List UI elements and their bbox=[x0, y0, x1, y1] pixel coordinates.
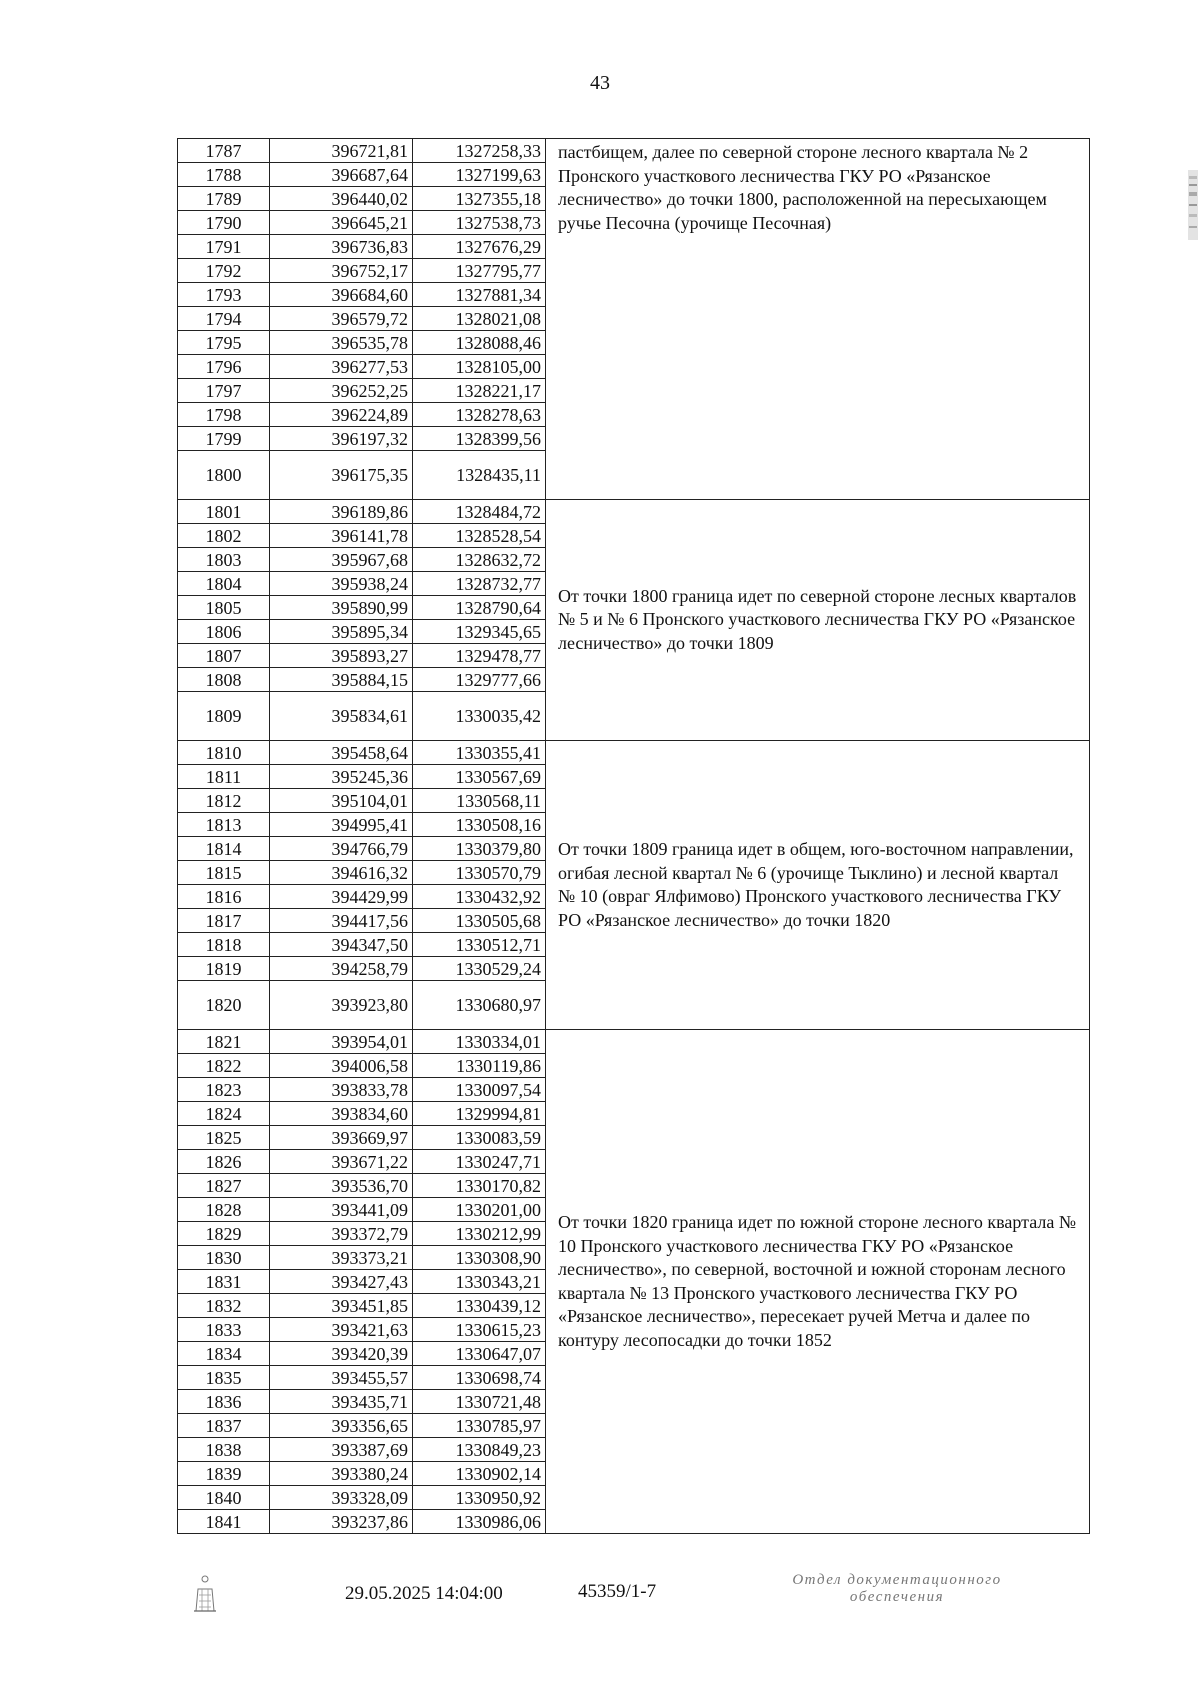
y-coordinate-cell: 1330212,99 bbox=[413, 1222, 546, 1246]
y-coordinate-cell: 1330432,92 bbox=[413, 885, 546, 909]
x-coordinate-cell: 395104,01 bbox=[270, 789, 413, 813]
point-number-cell: 1820 bbox=[178, 981, 270, 1030]
y-coordinate-cell: 1327199,63 bbox=[413, 163, 546, 187]
point-number-cell: 1817 bbox=[178, 909, 270, 933]
x-coordinate-cell: 396175,35 bbox=[270, 451, 413, 500]
point-number-cell: 1790 bbox=[178, 211, 270, 235]
y-coordinate-cell: 1328632,72 bbox=[413, 548, 546, 572]
y-coordinate-cell: 1328105,00 bbox=[413, 355, 546, 379]
point-number-cell: 1810 bbox=[178, 741, 270, 765]
point-number-cell: 1839 bbox=[178, 1462, 270, 1486]
point-number-cell: 1792 bbox=[178, 259, 270, 283]
x-coordinate-cell: 396252,25 bbox=[270, 379, 413, 403]
point-number-cell: 1789 bbox=[178, 187, 270, 211]
scan-edge-marks bbox=[1186, 170, 1200, 240]
emblem-icon bbox=[190, 1573, 220, 1613]
y-coordinate-cell: 1329994,81 bbox=[413, 1102, 546, 1126]
x-coordinate-cell: 393427,43 bbox=[270, 1270, 413, 1294]
point-number-cell: 1814 bbox=[178, 837, 270, 861]
x-coordinate-cell: 395890,99 bbox=[270, 596, 413, 620]
point-number-cell: 1807 bbox=[178, 644, 270, 668]
y-coordinate-cell: 1330567,69 bbox=[413, 765, 546, 789]
point-number-cell: 1841 bbox=[178, 1510, 270, 1534]
y-coordinate-cell: 1328278,63 bbox=[413, 403, 546, 427]
x-coordinate-cell: 396440,02 bbox=[270, 187, 413, 211]
y-coordinate-cell: 1330512,71 bbox=[413, 933, 546, 957]
x-coordinate-cell: 393834,60 bbox=[270, 1102, 413, 1126]
x-coordinate-cell: 393328,09 bbox=[270, 1486, 413, 1510]
y-coordinate-cell: 1330170,82 bbox=[413, 1174, 546, 1198]
y-coordinate-cell: 1330035,42 bbox=[413, 692, 546, 741]
point-number-cell: 1840 bbox=[178, 1486, 270, 1510]
y-coordinate-cell: 1330680,97 bbox=[413, 981, 546, 1030]
x-coordinate-cell: 396736,83 bbox=[270, 235, 413, 259]
point-number-cell: 1812 bbox=[178, 789, 270, 813]
y-coordinate-cell: 1330698,74 bbox=[413, 1366, 546, 1390]
x-coordinate-cell: 396224,89 bbox=[270, 403, 413, 427]
point-number-cell: 1825 bbox=[178, 1126, 270, 1150]
x-coordinate-cell: 396684,60 bbox=[270, 283, 413, 307]
point-number-cell: 1832 bbox=[178, 1294, 270, 1318]
x-coordinate-cell: 394258,79 bbox=[270, 957, 413, 981]
y-coordinate-cell: 1330119,86 bbox=[413, 1054, 546, 1078]
point-number-cell: 1798 bbox=[178, 403, 270, 427]
x-coordinate-cell: 394766,79 bbox=[270, 837, 413, 861]
x-coordinate-cell: 393671,22 bbox=[270, 1150, 413, 1174]
y-coordinate-cell: 1330247,71 bbox=[413, 1150, 546, 1174]
x-coordinate-cell: 393372,79 bbox=[270, 1222, 413, 1246]
x-coordinate-cell: 393387,69 bbox=[270, 1438, 413, 1462]
x-coordinate-cell: 395967,68 bbox=[270, 548, 413, 572]
y-coordinate-cell: 1330568,11 bbox=[413, 789, 546, 813]
department-name: Отдел документационного обеспечения bbox=[792, 1572, 1002, 1605]
stamp-date-time: 29.05.2025 14:04:00 bbox=[345, 1583, 503, 1604]
point-number-cell: 1826 bbox=[178, 1150, 270, 1174]
y-coordinate-cell: 1327795,77 bbox=[413, 259, 546, 283]
y-coordinate-cell: 1327258,33 bbox=[413, 139, 546, 163]
x-coordinate-cell: 395938,24 bbox=[270, 572, 413, 596]
y-coordinate-cell: 1330097,54 bbox=[413, 1078, 546, 1102]
point-number-cell: 1833 bbox=[178, 1318, 270, 1342]
x-coordinate-cell: 394616,32 bbox=[270, 861, 413, 885]
point-number-cell: 1793 bbox=[178, 283, 270, 307]
point-number-cell: 1796 bbox=[178, 355, 270, 379]
y-coordinate-cell: 1328528,54 bbox=[413, 524, 546, 548]
coordinates-table bbox=[177, 138, 1090, 1534]
y-coordinate-cell: 1328484,72 bbox=[413, 500, 546, 524]
point-number-cell: 1811 bbox=[178, 765, 270, 789]
boundary-description: пастбищем, далее по северной стороне лесного квартала № 2 Пронского участкового лесничества ГКУ РО «Рязанское лесничество» до точки 1800, расположенной на пересыхающем ручье Песочна (урочище Песочная) bbox=[546, 139, 1090, 500]
y-coordinate-cell: 1330508,16 bbox=[413, 813, 546, 837]
point-number-cell: 1818 bbox=[178, 933, 270, 957]
y-coordinate-cell: 1330505,68 bbox=[413, 909, 546, 933]
registration-number: 45359/1-7 bbox=[578, 1581, 657, 1602]
y-coordinate-cell: 1328221,17 bbox=[413, 379, 546, 403]
point-number-cell: 1828 bbox=[178, 1198, 270, 1222]
y-coordinate-cell: 1327355,18 bbox=[413, 187, 546, 211]
y-coordinate-cell: 1330950,92 bbox=[413, 1486, 546, 1510]
point-number-cell: 1824 bbox=[178, 1102, 270, 1126]
point-number-cell: 1794 bbox=[178, 307, 270, 331]
point-number-cell: 1809 bbox=[178, 692, 270, 741]
y-coordinate-cell: 1330529,24 bbox=[413, 957, 546, 981]
y-coordinate-cell: 1328732,77 bbox=[413, 572, 546, 596]
point-number-cell: 1830 bbox=[178, 1246, 270, 1270]
y-coordinate-cell: 1329345,65 bbox=[413, 620, 546, 644]
x-coordinate-cell: 393373,21 bbox=[270, 1246, 413, 1270]
x-coordinate-cell: 395895,34 bbox=[270, 620, 413, 644]
y-coordinate-cell: 1330570,79 bbox=[413, 861, 546, 885]
point-number-cell: 1795 bbox=[178, 331, 270, 355]
x-coordinate-cell: 393356,65 bbox=[270, 1414, 413, 1438]
point-number-cell: 1815 bbox=[178, 861, 270, 885]
point-number-cell: 1788 bbox=[178, 163, 270, 187]
table-row bbox=[178, 139, 1090, 163]
y-coordinate-cell: 1330902,14 bbox=[413, 1462, 546, 1486]
point-number-cell: 1838 bbox=[178, 1438, 270, 1462]
table-row bbox=[178, 500, 1090, 524]
table-row bbox=[178, 1030, 1090, 1054]
y-coordinate-cell: 1330785,97 bbox=[413, 1414, 546, 1438]
x-coordinate-cell: 396535,78 bbox=[270, 331, 413, 355]
x-coordinate-cell: 393833,78 bbox=[270, 1078, 413, 1102]
point-number-cell: 1799 bbox=[178, 427, 270, 451]
x-coordinate-cell: 396687,64 bbox=[270, 163, 413, 187]
y-coordinate-cell: 1330308,90 bbox=[413, 1246, 546, 1270]
point-number-cell: 1806 bbox=[178, 620, 270, 644]
y-coordinate-cell: 1327881,34 bbox=[413, 283, 546, 307]
x-coordinate-cell: 393954,01 bbox=[270, 1030, 413, 1054]
y-coordinate-cell: 1327538,73 bbox=[413, 211, 546, 235]
x-coordinate-cell: 393420,39 bbox=[270, 1342, 413, 1366]
boundary-description: От точки 1820 граница идет по южной стороне лесного квартала № 10 Пронского участкового лесничества ГКУ РО «Рязанское лесничество», по северной, восточной и южной сторонам лесного квартала № 13 Пронского участкового лесничества ГКУ РО «Рязанское лесничество», пересекает ручей Метча и далее по контуру лесопосадки до точки 1852 bbox=[546, 1030, 1090, 1534]
point-number-cell: 1787 bbox=[178, 139, 270, 163]
point-number-cell: 1823 bbox=[178, 1078, 270, 1102]
table-row bbox=[178, 741, 1090, 765]
point-number-cell: 1827 bbox=[178, 1174, 270, 1198]
point-number-cell: 1805 bbox=[178, 596, 270, 620]
point-number-cell: 1797 bbox=[178, 379, 270, 403]
point-number-cell: 1802 bbox=[178, 524, 270, 548]
point-number-cell: 1808 bbox=[178, 668, 270, 692]
boundary-description: От точки 1809 граница идет в общем, юго-восточном направлении, огибая лесной квартал № 6 (урочище Тыклино) и лесной квартал № 10 (овраг Ялфимово) Пронского участкового лесничества ГКУ РО «Рязанское лесничество» до точки 1820 bbox=[546, 741, 1090, 1030]
point-number-cell: 1822 bbox=[178, 1054, 270, 1078]
y-coordinate-cell: 1329777,66 bbox=[413, 668, 546, 692]
point-number-cell: 1801 bbox=[178, 500, 270, 524]
point-number-cell: 1804 bbox=[178, 572, 270, 596]
x-coordinate-cell: 393421,63 bbox=[270, 1318, 413, 1342]
x-coordinate-cell: 394006,58 bbox=[270, 1054, 413, 1078]
x-coordinate-cell: 396277,53 bbox=[270, 355, 413, 379]
point-number-cell: 1821 bbox=[178, 1030, 270, 1054]
y-coordinate-cell: 1328399,56 bbox=[413, 427, 546, 451]
y-coordinate-cell: 1330986,06 bbox=[413, 1510, 546, 1534]
x-coordinate-cell: 395893,27 bbox=[270, 644, 413, 668]
x-coordinate-cell: 396141,78 bbox=[270, 524, 413, 548]
boundary-description: От точки 1800 граница идет по северной стороне лесных кварталов № 5 и № 6 Пронского участкового лесничества ГКУ РО «Рязанское лесничество» до точки 1809 bbox=[546, 500, 1090, 741]
y-coordinate-cell: 1330849,23 bbox=[413, 1438, 546, 1462]
y-coordinate-cell: 1330201,00 bbox=[413, 1198, 546, 1222]
y-coordinate-cell: 1330439,12 bbox=[413, 1294, 546, 1318]
x-coordinate-cell: 393237,86 bbox=[270, 1510, 413, 1534]
x-coordinate-cell: 395834,61 bbox=[270, 692, 413, 741]
x-coordinate-cell: 396197,32 bbox=[270, 427, 413, 451]
x-coordinate-cell: 394995,41 bbox=[270, 813, 413, 837]
x-coordinate-cell: 396189,86 bbox=[270, 500, 413, 524]
x-coordinate-cell: 394429,99 bbox=[270, 885, 413, 909]
x-coordinate-cell: 396721,81 bbox=[270, 139, 413, 163]
y-coordinate-cell: 1330343,21 bbox=[413, 1270, 546, 1294]
x-coordinate-cell: 393441,09 bbox=[270, 1198, 413, 1222]
y-coordinate-cell: 1330379,80 bbox=[413, 837, 546, 861]
y-coordinate-cell: 1327676,29 bbox=[413, 235, 546, 259]
y-coordinate-cell: 1330334,01 bbox=[413, 1030, 546, 1054]
point-number-cell: 1791 bbox=[178, 235, 270, 259]
y-coordinate-cell: 1328088,46 bbox=[413, 331, 546, 355]
x-coordinate-cell: 393380,24 bbox=[270, 1462, 413, 1486]
x-coordinate-cell: 396579,72 bbox=[270, 307, 413, 331]
x-coordinate-cell: 396752,17 bbox=[270, 259, 413, 283]
point-number-cell: 1813 bbox=[178, 813, 270, 837]
x-coordinate-cell: 394417,56 bbox=[270, 909, 413, 933]
point-number-cell: 1816 bbox=[178, 885, 270, 909]
x-coordinate-cell: 395884,15 bbox=[270, 668, 413, 692]
y-coordinate-cell: 1330647,07 bbox=[413, 1342, 546, 1366]
point-number-cell: 1800 bbox=[178, 451, 270, 500]
y-coordinate-cell: 1330083,59 bbox=[413, 1126, 546, 1150]
x-coordinate-cell: 395245,36 bbox=[270, 765, 413, 789]
point-number-cell: 1836 bbox=[178, 1390, 270, 1414]
point-number-cell: 1835 bbox=[178, 1366, 270, 1390]
coordinates-table-body bbox=[178, 139, 1090, 1534]
y-coordinate-cell: 1328435,11 bbox=[413, 451, 546, 500]
point-number-cell: 1837 bbox=[178, 1414, 270, 1438]
point-number-cell: 1829 bbox=[178, 1222, 270, 1246]
y-coordinate-cell: 1330721,48 bbox=[413, 1390, 546, 1414]
point-number-cell: 1819 bbox=[178, 957, 270, 981]
y-coordinate-cell: 1330355,41 bbox=[413, 741, 546, 765]
y-coordinate-cell: 1329478,77 bbox=[413, 644, 546, 668]
x-coordinate-cell: 393435,71 bbox=[270, 1390, 413, 1414]
x-coordinate-cell: 393536,70 bbox=[270, 1174, 413, 1198]
x-coordinate-cell: 393455,57 bbox=[270, 1366, 413, 1390]
x-coordinate-cell: 394347,50 bbox=[270, 933, 413, 957]
y-coordinate-cell: 1328790,64 bbox=[413, 596, 546, 620]
point-number-cell: 1803 bbox=[178, 548, 270, 572]
point-number-cell: 1834 bbox=[178, 1342, 270, 1366]
x-coordinate-cell: 396645,21 bbox=[270, 211, 413, 235]
point-number-cell: 1831 bbox=[178, 1270, 270, 1294]
y-coordinate-cell: 1328021,08 bbox=[413, 307, 546, 331]
x-coordinate-cell: 393923,80 bbox=[270, 981, 413, 1030]
x-coordinate-cell: 393669,97 bbox=[270, 1126, 413, 1150]
x-coordinate-cell: 393451,85 bbox=[270, 1294, 413, 1318]
x-coordinate-cell: 395458,64 bbox=[270, 741, 413, 765]
page-number: 43 bbox=[590, 72, 610, 94]
y-coordinate-cell: 1330615,23 bbox=[413, 1318, 546, 1342]
